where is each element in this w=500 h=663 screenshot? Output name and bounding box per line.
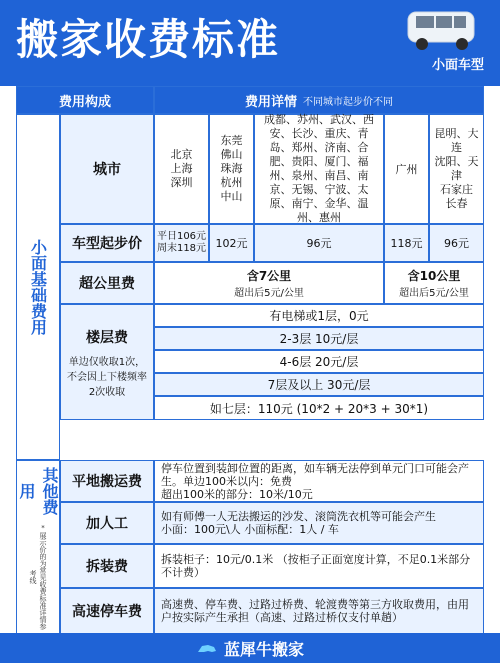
category-basic: 小面基础费用 — [16, 114, 60, 460]
over-km-right-sub: 超出后5元/公里 — [399, 288, 469, 299]
label-start: 车型起步价 — [60, 224, 154, 262]
category-other-title: 其他费用 — [17, 466, 59, 515]
start-price-3: 96元 — [254, 224, 384, 262]
floor-sub: 单边仅收取1次，不会因上下楼频率2次收取 — [67, 356, 147, 398]
over-km-right-main: 含10公里 — [407, 269, 461, 283]
header — [0, 0, 500, 86]
other-label-1: 平地搬运费 — [60, 460, 154, 502]
page-title: 搬家收费标准 — [16, 15, 281, 64]
start-price-1: 平日106元 周末118元 — [154, 224, 209, 262]
city-group-2: 东莞 佛山 珠海 杭州 中山 — [209, 114, 254, 224]
over-km-left-sub: 超出后5元/公里 — [234, 288, 304, 299]
other-row-3 — [60, 544, 484, 588]
other-detail-1: 停车位置到装卸位置的距离，如车辆无法停到单元门口可能会产生。单边100米以内：免费 超出100米的部分：10米/10元 — [154, 460, 484, 502]
over-km-left — [154, 262, 384, 304]
other-label-4: 高速停车费 — [60, 588, 154, 634]
category-other-note: *展示价的为常见收费标准详情参考线 — [29, 523, 47, 630]
other-label-3: 拆装费 — [60, 544, 154, 588]
other-row-1 — [60, 460, 484, 502]
floor-1: 有电梯或1层，0元 — [154, 304, 484, 327]
footer-brand: 蓝犀牛搬家 — [223, 639, 304, 659]
city-group-4: 广州 — [384, 114, 429, 224]
label-floor — [60, 304, 154, 420]
other-row-2 — [60, 502, 484, 544]
other-detail-2: 如有师傅一人无法搬运的沙发、滚筒洗衣机等可能会产生 小面：100元\人 小面标配：1人 / 车 — [154, 502, 484, 544]
label-city: 城市 — [60, 114, 154, 224]
other-label-2: 加人工 — [60, 502, 154, 544]
table-head — [16, 86, 484, 114]
row-start-price — [60, 224, 484, 262]
other-section — [16, 460, 484, 634]
label-over: 超公里费 — [60, 262, 154, 304]
floor-3: 4-6层 20元/层 — [154, 350, 484, 373]
row-cities — [60, 114, 484, 224]
over-km-right — [384, 262, 484, 304]
city-group-3: 成都、苏州、武汉、西安、长沙、重庆、青岛、郑州、济南、合肥、贵阳、厦门、福州、泉州、南昌、南京、无锡、宁波、太原、南宁、金华、温州、惠州 — [254, 114, 384, 224]
basic-section — [16, 114, 484, 460]
footer — [0, 633, 500, 663]
row-over-km — [60, 262, 484, 304]
start-price-2: 102元 — [209, 224, 254, 262]
other-row-4 — [60, 588, 484, 634]
city-group-5: 昆明、大连 沈阳、天津 石家庄 长春 — [429, 114, 484, 224]
row-floors — [60, 304, 484, 420]
floor-2: 2-3层 10元/层 — [154, 327, 484, 350]
other-detail-4: 高速费、停车费、过路过桥费、轮渡费等第三方收取费用，由用户按实际产生承担（高速、过路过桥仅支付单趟） — [154, 588, 484, 634]
head-right-title: 费用详情 — [244, 94, 297, 110]
van-caption: 小面车型 — [431, 58, 484, 73]
category-other — [16, 460, 60, 634]
other-detail-3: 拆装柜子：10元/0.1米 （按柜子正面宽度计算，不足0.1米部分不计费） — [154, 544, 484, 588]
floor-example: 如七层：110元 (10*2 + 20*3 + 30*1) — [154, 396, 484, 420]
head-right — [154, 86, 484, 114]
floor-4: 7层及以上 30元/层 — [154, 373, 484, 396]
city-group-1: 北京 上海 深圳 — [154, 114, 209, 224]
price-table — [16, 86, 484, 634]
start-price-4: 118元 — [384, 224, 429, 262]
start-price-5: 96元 — [429, 224, 484, 262]
rhino-logo-icon — [196, 642, 218, 654]
floor-title: 楼层费 — [86, 329, 128, 346]
head-left: 费用构成 — [16, 86, 154, 114]
van-icon — [402, 6, 482, 52]
head-right-note: 不同城市起步价不同 — [303, 96, 393, 108]
over-km-left-main: 含7公里 — [246, 269, 292, 283]
